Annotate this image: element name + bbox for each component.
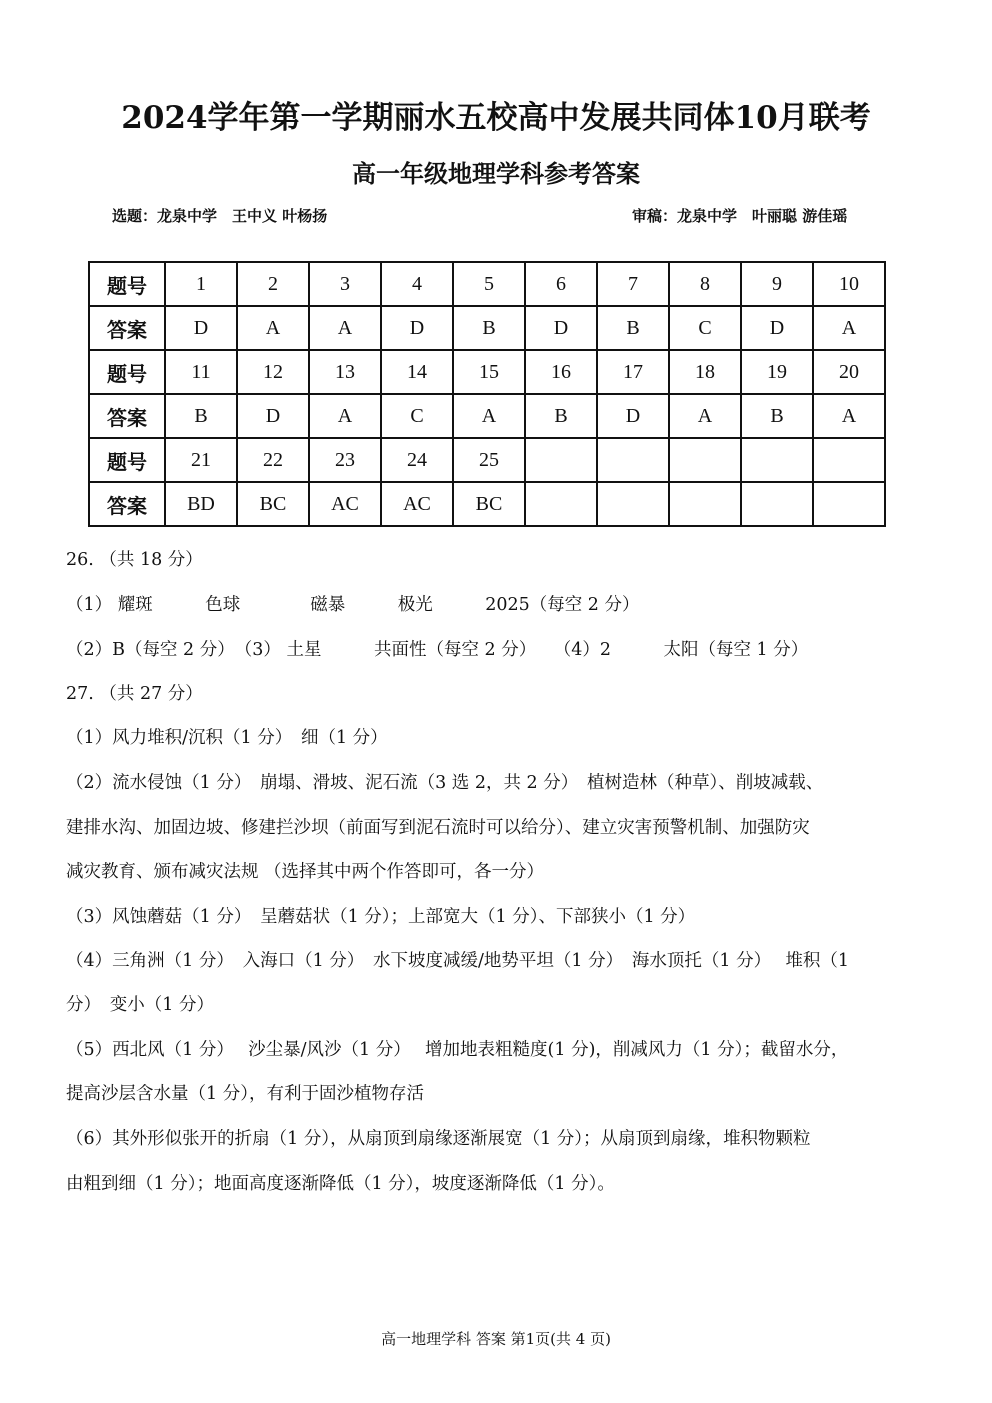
- table-cell: A: [453, 394, 525, 438]
- table-cell: 24: [381, 438, 453, 482]
- table-cell: 13: [309, 350, 381, 394]
- table-cell: 9: [741, 262, 813, 306]
- table-cell: B: [741, 394, 813, 438]
- page-title: 2024学年第一学期丽水五校高中发展共同体10月联考: [121, 100, 871, 136]
- row-header-cell: 题号: [89, 262, 165, 306]
- table-cell: D: [165, 306, 237, 350]
- table-cell: 12: [237, 350, 309, 394]
- body-line: （1） 耀斑 色球 磁暴 极光 2025（每空 2 分）: [66, 595, 640, 615]
- table-cell: 7: [597, 262, 669, 306]
- body-line: （1）风力堆积/沉积（1 分） 细（1 分）: [66, 728, 388, 748]
- table-cell: [525, 482, 597, 526]
- page-subtitle: 高一年级地理学科参考答案: [352, 159, 640, 188]
- table-cell: 15: [453, 350, 525, 394]
- table-cell: A: [669, 394, 741, 438]
- table-cell: AC: [309, 482, 381, 526]
- body-line: （4）三角洲（1 分） 入海口（1 分） 水下坡度减缓/地势平坦（1 分） 海水顶托（1 分） 堆积（1: [66, 951, 850, 971]
- row-header-cell: 答案: [89, 482, 165, 526]
- table-row: [89, 350, 885, 394]
- table-row: [89, 482, 885, 526]
- table-cell: 16: [525, 350, 597, 394]
- table-cell: B: [165, 394, 237, 438]
- table-cell: C: [381, 394, 453, 438]
- table-cell: AC: [381, 482, 453, 526]
- table-cell: [525, 438, 597, 482]
- body-line: 建排水沟、加固边坡、修建拦沙坝（前面写到泥石流时可以给分）、建立灾害预警机制、加强防灾: [66, 818, 810, 838]
- table-cell: 19: [741, 350, 813, 394]
- setter-credit: 选题：龙泉中学 王中义 叶杨扬: [112, 207, 328, 225]
- answer-table: [88, 261, 886, 527]
- table-cell: B: [525, 394, 597, 438]
- table-cell: [813, 482, 885, 526]
- table-cell: 17: [597, 350, 669, 394]
- table-cell: 6: [525, 262, 597, 306]
- table-row: [89, 262, 885, 306]
- table-cell: A: [309, 394, 381, 438]
- table-row: [89, 438, 885, 482]
- page-footer: 高一地理学科 答案 第1页(共 4 页): [381, 1330, 611, 1348]
- table-cell: [669, 482, 741, 526]
- table-cell: 25: [453, 438, 525, 482]
- table-cell: C: [669, 306, 741, 350]
- table-cell: B: [453, 306, 525, 350]
- table-cell: [669, 438, 741, 482]
- body-line: （5）西北风（1 分） 沙尘暴/风沙（1 分） 增加地表粗糙度(1 分)，削减风力（1 分）；截留水分，: [66, 1040, 849, 1060]
- row-header-cell: 题号: [89, 350, 165, 394]
- row-header-cell: 答案: [89, 306, 165, 350]
- table-cell: [597, 438, 669, 482]
- table-row: [89, 306, 885, 350]
- body-line: 减灾教育、颁布减灾法规 （选择其中两个作答即可，各一分）: [66, 862, 545, 882]
- table-cell: 18: [669, 350, 741, 394]
- table-cell: D: [741, 306, 813, 350]
- table-cell: [741, 438, 813, 482]
- table-cell: 22: [237, 438, 309, 482]
- body-line: 26. （共 18 分）: [66, 550, 203, 570]
- table-cell: BD: [165, 482, 237, 526]
- table-cell: D: [237, 394, 309, 438]
- body-line: （2）流水侵蚀（1 分） 崩塌、滑坡、泥石流（3 选 2，共 2 分） 植树造林（种草）、削坡减载、: [66, 773, 824, 793]
- table-cell: 4: [381, 262, 453, 306]
- table-cell: 8: [669, 262, 741, 306]
- body-line: 由粗到细（1 分）；地面高度逐渐降低（1 分），坡度逐渐降低（1 分）。: [66, 1174, 615, 1194]
- table-cell: BC: [237, 482, 309, 526]
- table-cell: B: [597, 306, 669, 350]
- body-line: （6）其外形似张开的折扇（1 分），从扇顶到扇缘逐渐展宽（1 分）；从扇顶到扇缘，堆积物颗粒: [66, 1129, 811, 1149]
- body-line: （2）B（每空 2 分） （3） 土星 共面性（每空 2 分） （4）2 太阳（每空 1 分）: [66, 640, 809, 660]
- table-cell: [597, 482, 669, 526]
- table-cell: 14: [381, 350, 453, 394]
- table-cell: 11: [165, 350, 237, 394]
- table-cell: 21: [165, 438, 237, 482]
- table-cell: D: [525, 306, 597, 350]
- table-cell: 5: [453, 262, 525, 306]
- table-cell: D: [381, 306, 453, 350]
- table-cell: 3: [309, 262, 381, 306]
- table-row: [89, 394, 885, 438]
- table-cell: 20: [813, 350, 885, 394]
- row-header-cell: 题号: [89, 438, 165, 482]
- table-cell: [741, 482, 813, 526]
- body-line: 27. （共 27 分）: [66, 684, 203, 704]
- reviewer-credit: 审稿：龙泉中学 叶丽聪 游佳瑶: [632, 207, 848, 225]
- body-line: 分） 变小（1 分）: [66, 995, 214, 1015]
- table-cell: BC: [453, 482, 525, 526]
- table-cell: [813, 438, 885, 482]
- table-cell: 2: [237, 262, 309, 306]
- table-cell: A: [237, 306, 309, 350]
- table-cell: 23: [309, 438, 381, 482]
- table-cell: A: [813, 394, 885, 438]
- table-cell: 1: [165, 262, 237, 306]
- body-line: 提高沙层含水量（1 分），有利于固沙植物存活: [66, 1084, 424, 1104]
- body-line: （3）风蚀蘑菇（1 分） 呈蘑菇状（1 分）；上部宽大（1 分）、下部狭小（1 分）: [66, 907, 696, 927]
- table-cell: D: [597, 394, 669, 438]
- row-header-cell: 答案: [89, 394, 165, 438]
- table-cell: A: [813, 306, 885, 350]
- table-cell: 10: [813, 262, 885, 306]
- table-cell: A: [309, 306, 381, 350]
